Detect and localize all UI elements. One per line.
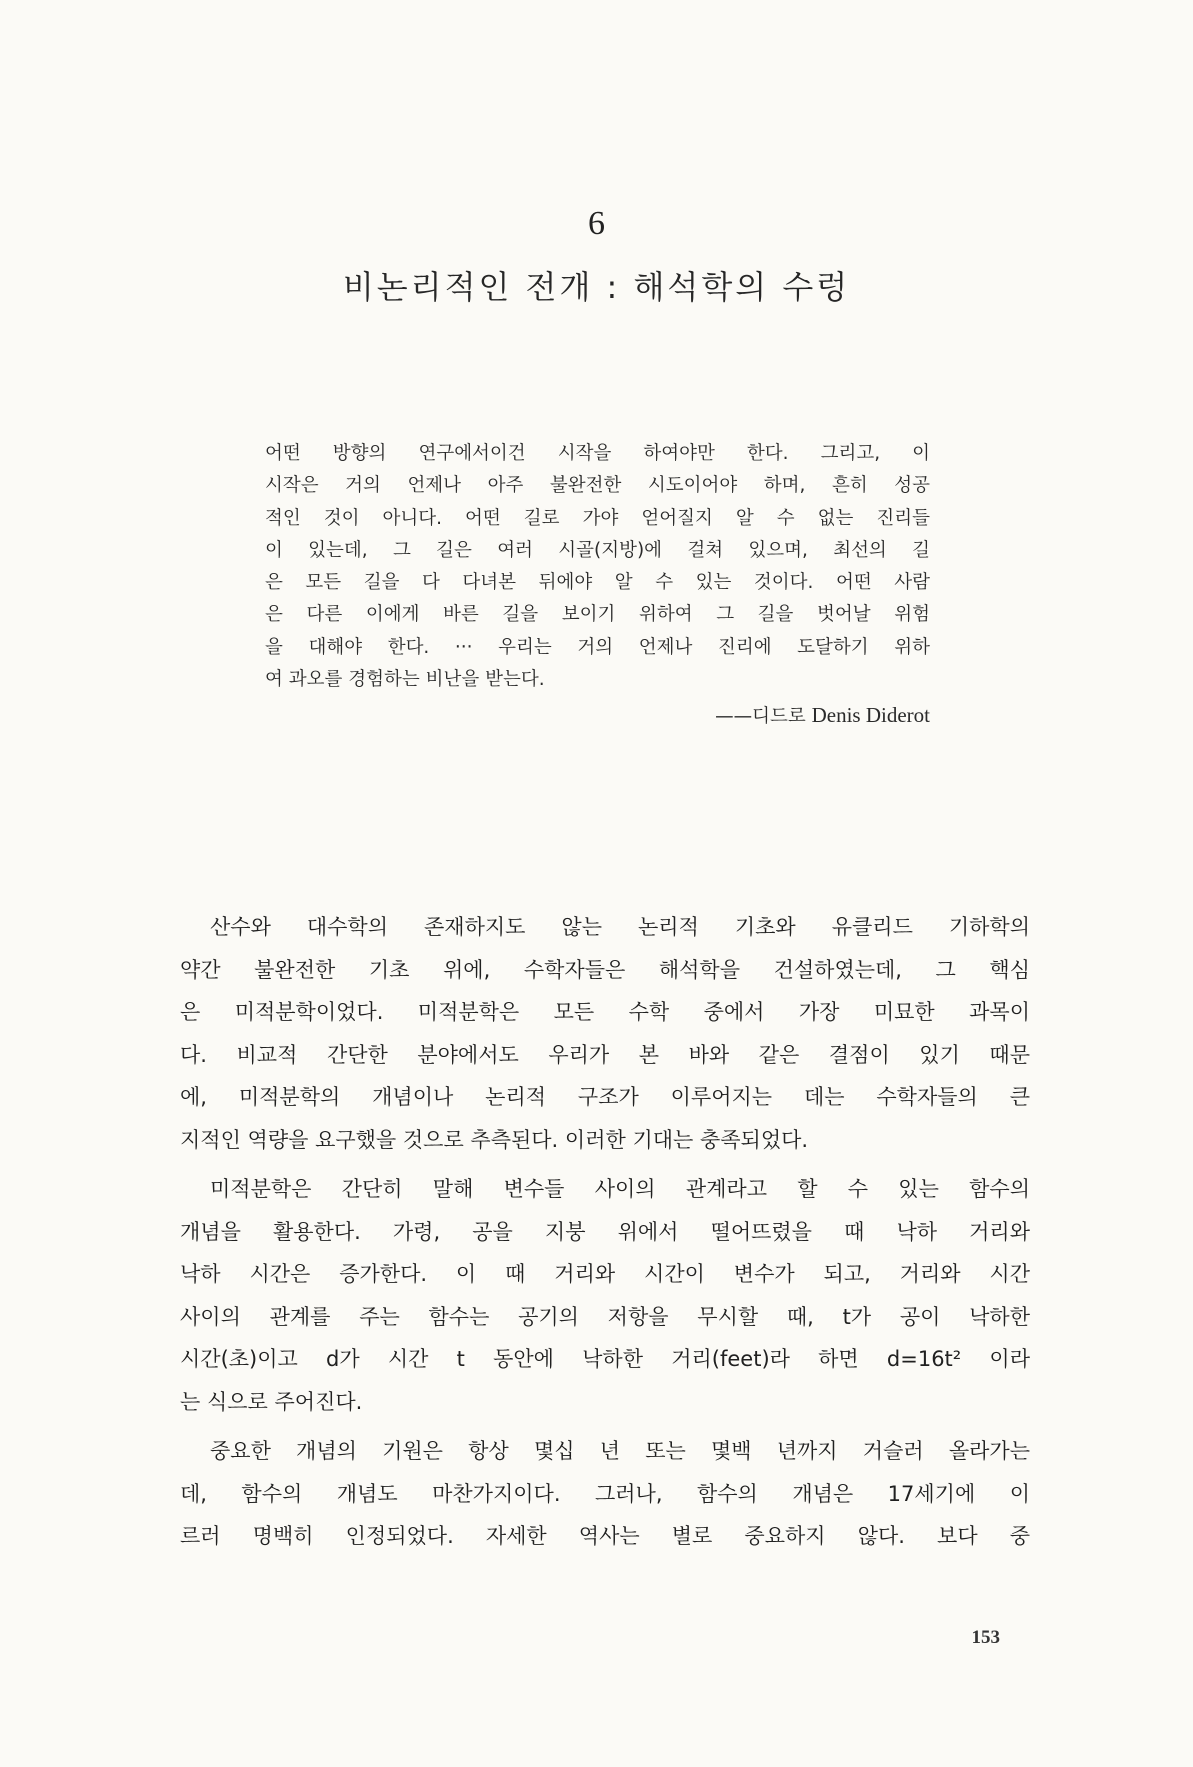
text-line: 약간 불완전한 기초 위에, 수학자들은 해석학을 건설하였는데, 그 핵심 — [180, 957, 1030, 982]
text-line: 개념을 활용한다. 가령, 공을 지붕 위에서 떨어뜨렸을 때 낙하 거리와 — [180, 1219, 1030, 1244]
text-line: 는 식으로 주어진다. — [180, 1389, 363, 1414]
text-line: 에, 미적분학의 개념이나 논리적 구조가 이루어지는 데는 수학자들의 큰 — [180, 1085, 1030, 1109]
text-line: 시간(초)이고 d가 시간 t 동안에 낙하한 거리(feet)라 하면 d=16t² 이라 — [180, 1347, 1030, 1371]
text-line: 르러 명백히 인정되었다. 자세한 역사는 별로 중요하지 않다. 보다 중 — [180, 1524, 1030, 1548]
epigraph-line: 적인 것이 아니다. 어떤 길로 가야 얻어질지 알 수 없는 진리들 — [265, 507, 930, 529]
body-text — [180, 906, 1030, 1565]
chapter-number: 6 — [588, 205, 605, 242]
text-line: 산수와 대수학의 존재하지도 않는 논리적 기초와 유클리드 기하학의 — [210, 915, 1030, 939]
epigraph-line: 은 모든 길을 다 다녀본 뒤에야 알 수 있는 것이다. 어떤 사람 — [265, 572, 930, 594]
epigraph-line: 은 다른 이에게 바른 길을 보이기 위하여 그 길을 벗어날 위험 — [265, 604, 930, 626]
epigraph-line: 을 대해야 한다. ··· 우리는 거의 언제나 진리에 도달하기 위하 — [265, 636, 930, 658]
epigraph-line: 여 과오를 경험하는 비난을 받는다. — [265, 669, 545, 691]
epigraph-attribution — [715, 702, 930, 728]
text-line: 데, 함수의 개념도 마찬가지이다. 그러나, 함수의 개념은 17세기에 이 — [180, 1481, 1030, 1506]
page-number: 153 — [971, 1627, 1000, 1648]
text-line: 미적분학은 간단히 말해 변수들 사이의 관계라고 할 수 있는 함수의 — [210, 1177, 1030, 1201]
chapter-title: 비논리적인 전개 : 해석학의 수렁 — [342, 268, 851, 306]
epigraph-line: 시작은 거의 언제나 아주 불완전한 시도이어야 하며, 흔히 성공 — [265, 475, 930, 497]
paragraph-3 — [180, 1430, 1030, 1558]
epigraph-line: 어떤 방향의 연구에서이건 시작을 하여야만 한다. 그리고, 이 — [265, 443, 930, 464]
text-line: 다. 비교적 간단한 분야에서도 우리가 본 바와 같은 결점이 있기 때문 — [180, 1042, 1030, 1067]
text-line: 낙하 시간은 증가한다. 이 때 거리와 시간이 변수가 되고, 거리와 시간 — [180, 1262, 1030, 1286]
text-line: 사이의 관계를 주는 함수는 공기의 저항을 무시할 때, t가 공이 낙하한 — [180, 1304, 1030, 1329]
paragraph-2 — [180, 1168, 1030, 1423]
epigraph-line: 이 있는데, 그 길은 여러 시골(지방)에 걸쳐 있으며, 최선의 길 — [265, 539, 930, 561]
text-line: 지적인 역량을 요구했을 것으로 추측된다. 이러한 기대는 충족되었다. — [180, 1127, 809, 1152]
epigraph-quote — [265, 438, 930, 696]
paragraph-1 — [180, 906, 1030, 1161]
attribution-prefix: ——디드로 — [715, 706, 806, 727]
attribution-name: Denis Diderot — [811, 703, 930, 727]
text-line: 은 미적분학이었다. 미적분학은 모든 수학 중에서 가장 미묘한 과목이 — [180, 1000, 1030, 1024]
text-line: 중요한 개념의 기원은 항상 몇십 년 또는 몇백 년까지 거슬러 올라가는 — [210, 1439, 1030, 1463]
